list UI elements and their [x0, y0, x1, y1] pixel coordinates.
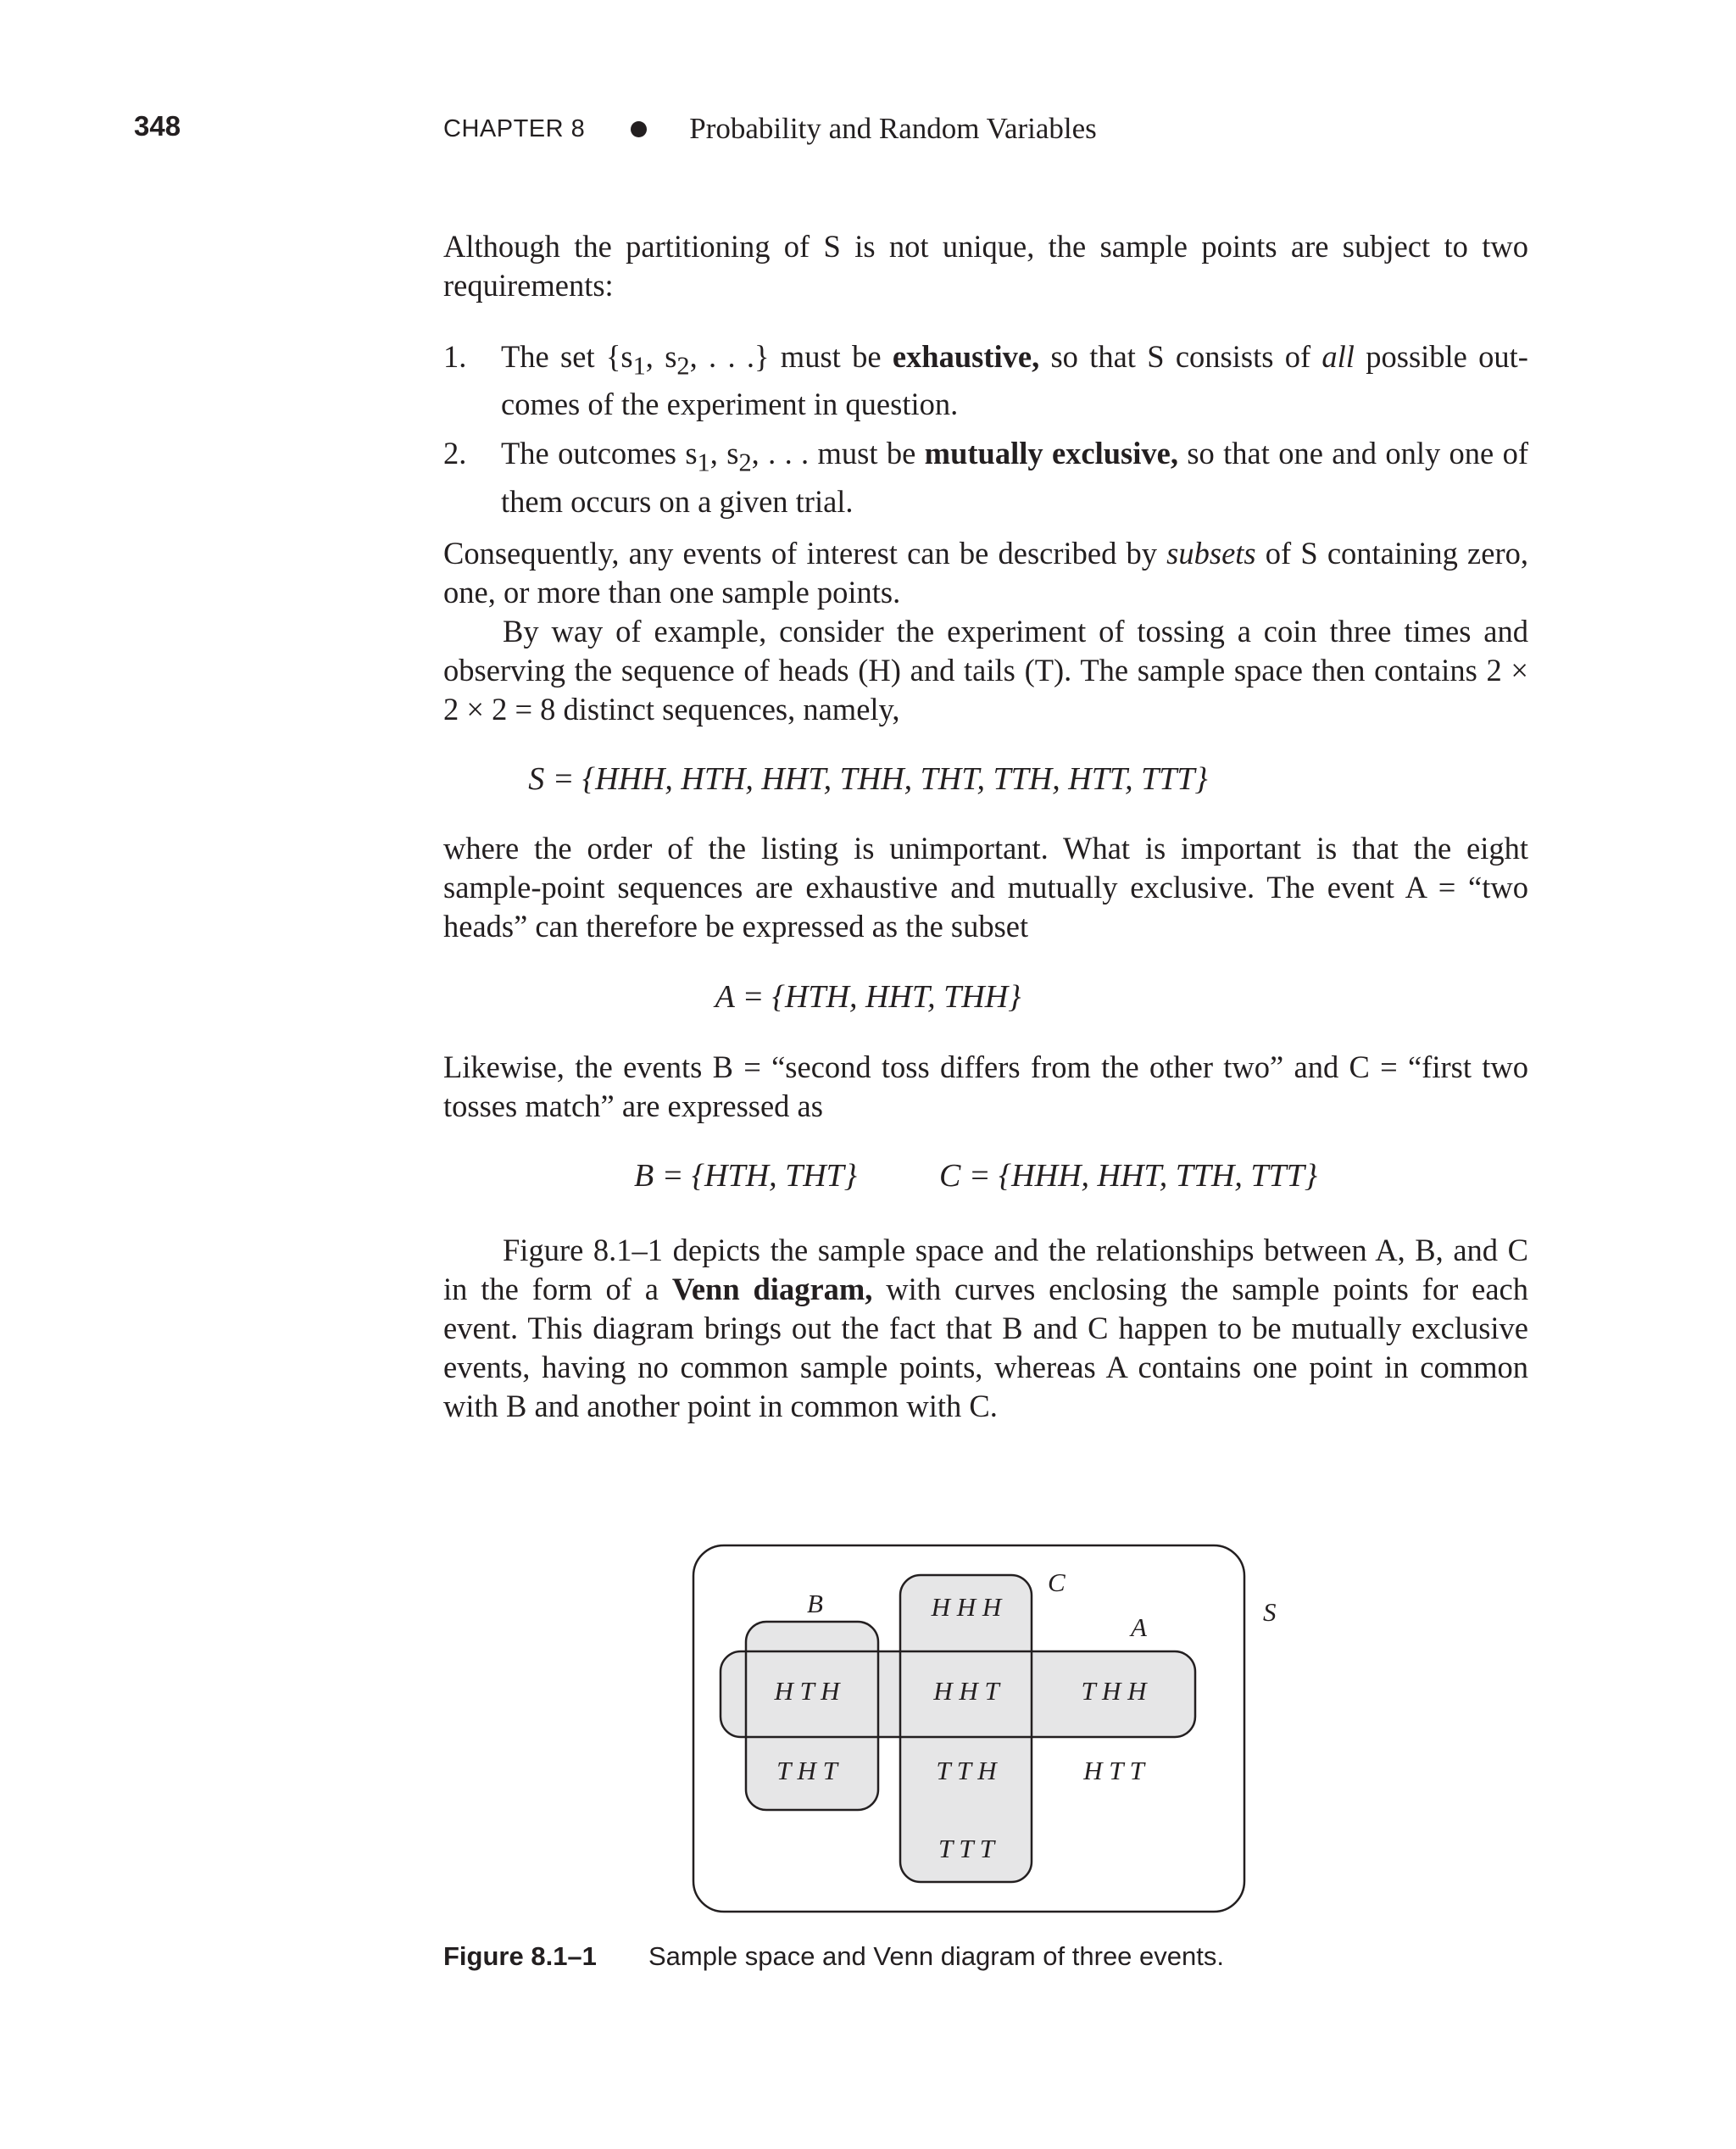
- set-label-c: C: [1048, 1567, 1066, 1597]
- equation-event-c: C = {HHH, HHT, TTH, TTT}: [939, 1158, 1318, 1194]
- paragraph-text: Although the partitioning of S is not unique, the sample points are subject to two requirements:: [443, 229, 1528, 303]
- bold-term: Venn diagram,: [671, 1272, 873, 1306]
- equation-event-b: B = {HTH, THT}: [634, 1158, 857, 1194]
- list-number: 2.: [443, 436, 467, 471]
- sample-point-ttt: T T T: [938, 1834, 995, 1863]
- list-text: possible out-comes of the experiment in question.: [501, 339, 1528, 422]
- sample-point-tht: T H T: [776, 1756, 837, 1785]
- italic-term: subsets: [1166, 536, 1256, 571]
- subscript: 1: [632, 351, 646, 381]
- paragraph-text: Likewise, the events B = “second toss differs from the other two” and C = “first two tosses match” are expressed as: [443, 1049, 1528, 1123]
- list-text: The outcomes s: [501, 436, 698, 471]
- paragraph-text: where the order of the listing is unimportant. What is important is that the eight sample-point sequences are exhaustive and mutually exclusive. The event A = “two heads” can therefore be expressed as the subset: [443, 831, 1528, 944]
- list-text: , . . . must be: [751, 436, 925, 471]
- paragraph-text: By way of example, consider the experiment of tossing a coin three times and observing the sequence of heads (H) and tails (T). The sample space then contains 2 × 2 × 2 = 8 distinct sequences, namely,: [443, 614, 1528, 727]
- equation-event-a: A = {HTH, HHT, THH}: [715, 979, 1021, 1015]
- chapter-title: Probability and Random Variables: [689, 112, 1097, 145]
- sample-point-hth: H T H: [774, 1676, 840, 1706]
- caption-text: Sample space and Venn diagram of three events.: [648, 1941, 1224, 1971]
- set-label-s: S: [1263, 1597, 1277, 1627]
- text-run: Consequently, any events of interest can be described by: [443, 536, 1167, 571]
- list-text: , s: [709, 436, 739, 471]
- bold-term: exhaustive,: [892, 339, 1040, 374]
- subscript: 2: [676, 351, 690, 381]
- page-number: 348: [134, 110, 181, 142]
- sample-point-hht: H H T: [933, 1676, 999, 1706]
- subscript: 2: [738, 448, 752, 477]
- sample-point-thh: T H H: [1081, 1676, 1147, 1706]
- figure-label: Figure 8.1–1: [443, 1941, 597, 1971]
- list-text: so that one and only one of them occurs on a given trial.: [501, 436, 1529, 519]
- figure-caption: [443, 1941, 1224, 1972]
- text-run: Figure 8.1–1 depicts the sample space and the relationships between A, B, and C in the form of a: [443, 1233, 1528, 1306]
- chapter-label: CHAPTER 8: [443, 114, 586, 142]
- list-number: 1.: [443, 339, 467, 374]
- sample-point-tth: T T H: [936, 1756, 997, 1785]
- subscript: 1: [697, 448, 710, 477]
- sample-point-hhh: H H H: [931, 1592, 1002, 1622]
- equation-sample-space: S = {HHH, HTH, HHT, THH, THT, TTH, HTT, TTT}: [528, 761, 1208, 797]
- set-label-b: B: [807, 1589, 823, 1618]
- text-run: with curves enclosing the sample points for each event. This diagram brings out the fact that B and C happen to be mutually exclusive events, having no common sample points, whereas A contains one point in common with B and another point in common with C.: [443, 1272, 1528, 1423]
- list-text: The set {s: [501, 339, 633, 374]
- italic-term: all: [1321, 339, 1355, 374]
- text-run: of S containing zero, one, or more than one sample points.: [443, 536, 1528, 610]
- sample-point-htt: H T T: [1083, 1756, 1144, 1785]
- set-label-a: A: [1131, 1612, 1147, 1642]
- list-text: , . . .} must be: [689, 339, 893, 374]
- bold-term: mutually exclusive,: [924, 436, 1178, 471]
- list-text: so that S consists of: [1039, 339, 1322, 374]
- list-text: , s: [645, 339, 677, 374]
